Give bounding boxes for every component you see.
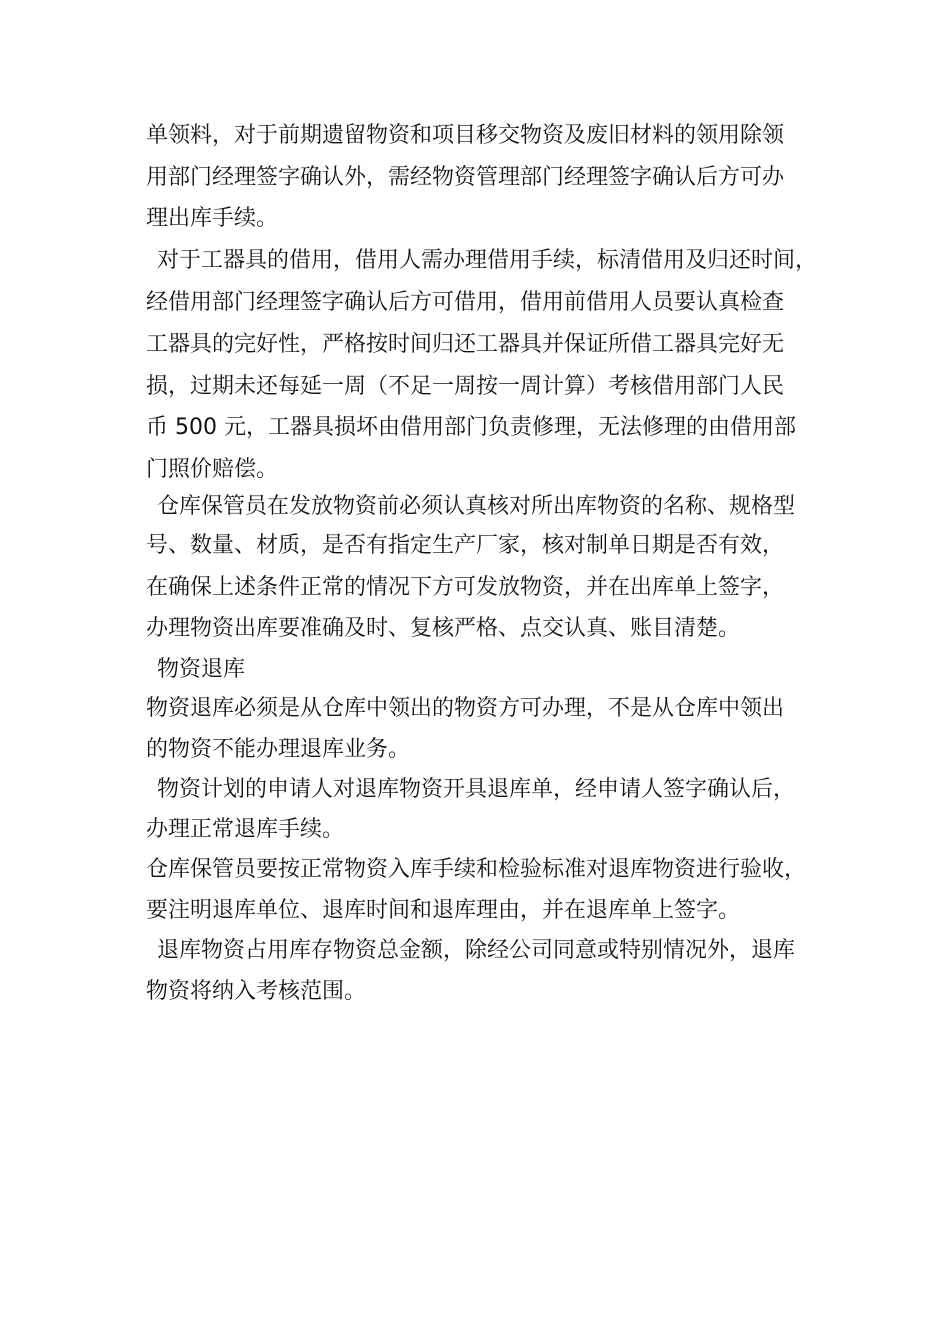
text-line: 币 500 元，工器具损坏由借用部门负责修理，无法修理的由借用部 xyxy=(146,415,796,440)
text-line: 号、数量、材质，是否有指定生产厂家，核对制单日期是否有效， xyxy=(146,533,785,558)
text-line: 用部门经理签字确认外，需经物资管理部门经理签字确认后方可办 xyxy=(146,165,785,190)
text-line: 门照价赔偿。 xyxy=(146,457,279,482)
text-line: 仓库保管员要按正常物资入库手续和检验标准对退库物资进行验收， xyxy=(146,857,807,882)
text-line: 物资退库必须是从仓库中领出的物资方可办理，不是从仓库中领出 xyxy=(146,696,785,721)
text-line: 的物资不能办理退库业务。 xyxy=(146,737,411,762)
text-line: 办理物资出库要准确及时、复核严格、点交认真、账目清楚。 xyxy=(146,616,741,641)
text-line: 物资计划的申请人对退库物资开具退库单，经申请人签字确认后， xyxy=(157,777,796,802)
text-line: 经借用部门经理签字确认后方可借用，借用前借用人员要认真检查 xyxy=(146,290,785,315)
text-line: 仓库保管员在发放物资前必须认真核对所出库物资的名称、规格型 xyxy=(157,494,796,519)
text-line: 办理正常退库手续。 xyxy=(146,817,345,842)
text-line: 物资将纳入考核范围。 xyxy=(146,979,367,1004)
text-line: 理出库手续。 xyxy=(146,206,279,231)
text-line: 退库物资占用库存物资总金额，除经公司同意或特别情况外，退库 xyxy=(157,938,796,963)
text-line: 对于工器具的借用，借用人需办理借用手续，标清借用及归还时间， xyxy=(157,248,818,273)
text-line: 要注明退库单位、退库时间和退库理由，并在退库单上签字。 xyxy=(146,898,741,923)
text-line: 单领料，对于前期遗留物资和项目移交物资及废旧材料的领用除领 xyxy=(146,123,785,148)
section-heading: 物资退库 xyxy=(157,657,246,682)
text-line: 工器具的完好性，严格按时间归还工器具并保证所借工器具完好无 xyxy=(146,332,785,357)
text-line: 在确保上述条件正常的情况下方可发放物资，并在出库单上签字， xyxy=(146,575,785,600)
text-line: 损，过期未还每延一周（不足一周按一周计算）考核借用部门人民 xyxy=(146,374,785,399)
